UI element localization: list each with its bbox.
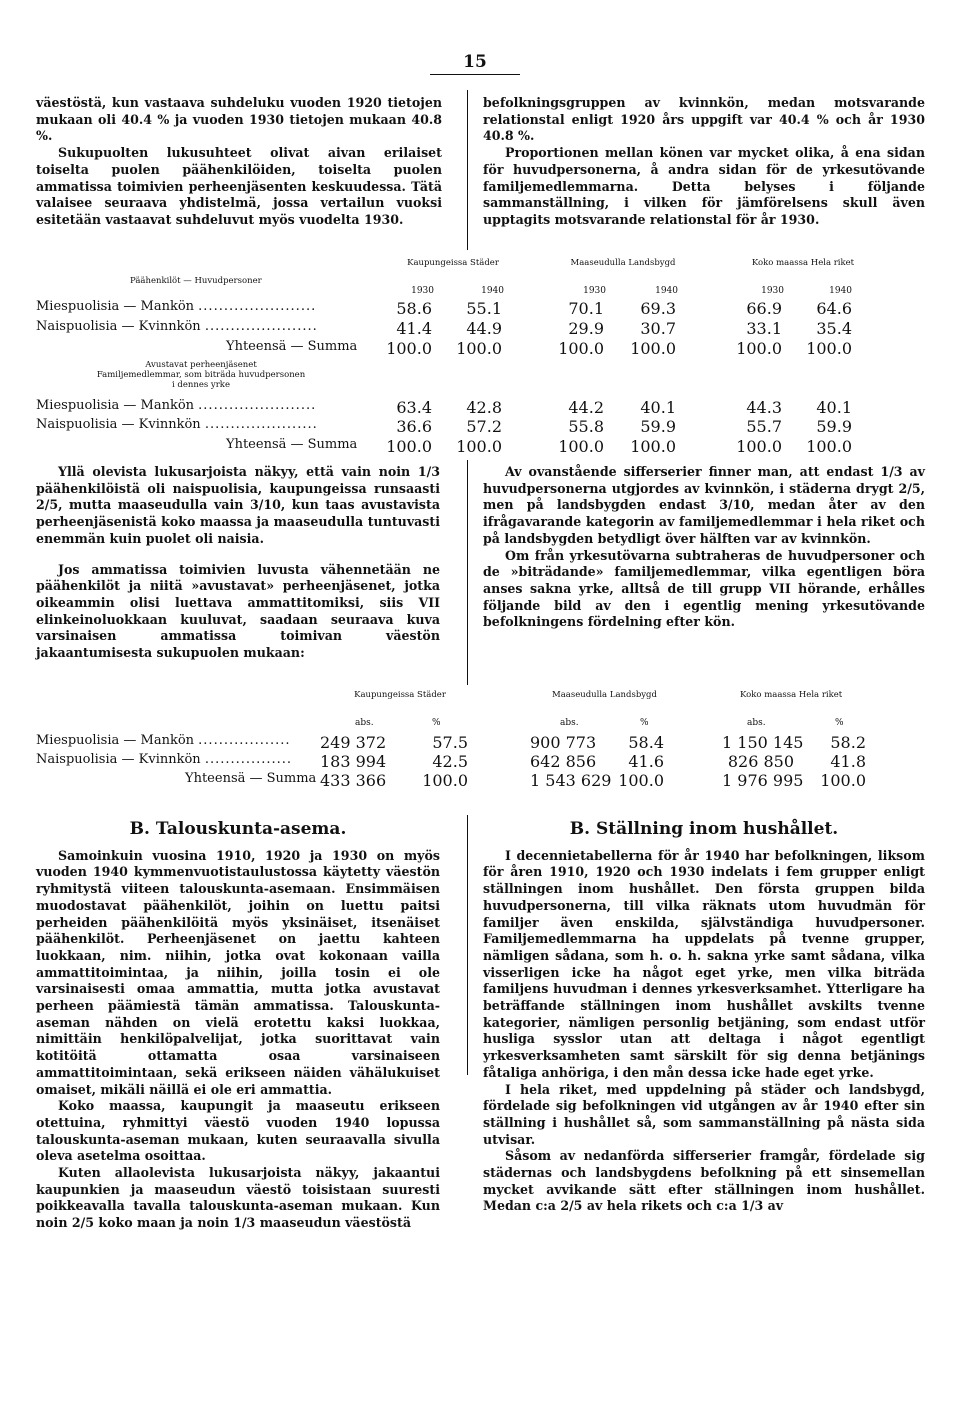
subheader: % xyxy=(835,718,844,728)
row-label: Naispuolisia — Kvinnkön ...................... xyxy=(36,417,318,432)
row-label-total: Yhteensä — Summa xyxy=(185,771,317,786)
table-cell: 642 856 xyxy=(530,752,597,771)
row-label: Miespuolisia — Mankön ....................... xyxy=(36,398,317,413)
table-cell: 249 372 xyxy=(320,733,387,752)
paragraph: I decennietabellerna för år 1940 har befolkningen, liksom för åren 1910, 1920 och 1930 indelats i fem grupper enligt ställningen inom hushållet. Den första gruppen bilda huvudpersonerna, till vilka räknats utom huvudmän för familjer även enskilda, självständiga huvudpersoner. Familjemedlemmarna ha uppdelats på tvenne grupper, nämligen sådana, som h. o. h. sakna yrke samt sådana, vilka visserligen icke ha något eget yrke, men vilka biträda familjens huvudman i dennes yrkesverksamhet. Ytterligare ha beträffande ställningen inom hushållet avskilts tvenne kategorier, nämligen personlig betjäning, som endast utför husliga sysslor utan att deltaga i något egentligt yrkesverksamheten samt särskilt för sig denna betjänings fåtaliga anhöriga, i den mån dessa icke hade eget yrke. xyxy=(483,847,925,1080)
paragraph: Kuten allaolevista lukusarjoista näkyy, jakaantui kaupunkien ja maaseudun väestö toisistaan suuresti poikkeavalla tavalla talouskunta-aseman mukaan. Kun noin 2/5 koko maan ja noin 1/3 maaseudun väestöstä xyxy=(36,1165,440,1231)
section-title: Familjemedlemmar, som biträda huvudpersonen xyxy=(96,370,306,380)
table-cell: 69.3 xyxy=(640,299,676,318)
table-cell: 100.0 xyxy=(456,437,502,456)
section-heading: B. Talouskunta-asema. xyxy=(129,819,347,839)
table-cell: 59.9 xyxy=(640,417,676,436)
top-swedish-column xyxy=(483,95,925,229)
middle-swedish-column xyxy=(483,464,925,631)
year-header: 1930 xyxy=(411,286,434,296)
table-cell: 100.0 xyxy=(422,771,468,790)
page-number: 15 xyxy=(430,52,520,75)
table-cell: 100.0 xyxy=(386,339,432,358)
table-cell: 30.7 xyxy=(640,319,676,338)
paragraph: Jos ammatissa toimivien luvusta vähennetään ne päähenkilöt ja niitä »avustavat» perheenjäsenet, jotka oikeammin olisi luettava ammattitomiksi, siis VII elinkeinoluokkaan kuuluvat, saadaan seuraava kuva varsinaisen ammatissa toimivan väestön jakaantumisesta sukupuolen mukaan: xyxy=(36,561,440,661)
col-header-koko-maassa: Koko maassa Hela riket xyxy=(751,258,855,268)
year-header: 1930 xyxy=(761,286,784,296)
row-label-total: Yhteensä — Summa xyxy=(226,339,358,354)
paragraph: Koko maassa, kaupungit ja maaseutu erikseen otettuina, ryhmittyi väestö vuoden 1940 lopussa talouskunta-aseman mukaan, kuten seuraavalla sivulla oleva asetelma osoittaa. xyxy=(36,1098,440,1164)
table-cell: 40.1 xyxy=(640,398,676,417)
table-cell: 100.0 xyxy=(630,437,676,456)
table-cell: 41.8 xyxy=(830,752,866,771)
subheader: abs. xyxy=(355,718,374,728)
section-title: i dennes yrke xyxy=(172,380,230,390)
table-cell: 100.0 xyxy=(558,339,604,358)
table-cell: 42.8 xyxy=(466,398,502,417)
table-cell: 100.0 xyxy=(618,771,664,790)
column-divider xyxy=(467,90,468,250)
table-cell: 100.0 xyxy=(806,437,852,456)
row-label: Miespuolisia — Mankön .................. xyxy=(36,733,291,748)
table-cell: 70.1 xyxy=(568,299,604,318)
row-label: Naispuolisia — Kvinnkön ................. xyxy=(36,752,293,767)
table-cell: 36.6 xyxy=(396,417,432,436)
year-header: 1940 xyxy=(481,286,504,296)
subheader: % xyxy=(640,718,649,728)
paragraph: Såsom av nedanförda sifferserier framgår, fördelade sig städernas och landsbygdens befolkning på ett sinsemellan mycket avvikande sätt efter ställningen inom hushållet. Medan c:a 2/5 av hela rikets och c:a 1/3 av xyxy=(483,1148,925,1214)
bottom-swedish-column xyxy=(483,821,925,1215)
row-label: Miespuolisia — Mankön ....................... xyxy=(36,299,317,314)
table-cell: 100.0 xyxy=(558,437,604,456)
table-cell: 35.4 xyxy=(816,319,852,338)
table-cell: 63.4 xyxy=(396,398,432,417)
table-cell: 41.6 xyxy=(628,752,664,771)
paragraph: Sukupuolten lukusuhteet olivat aivan erilaiset toiselta puolen päähenkilöiden, toiselta puolen ammatissa toimivien perheenjäsenten keskuudessa. Tätä valaisee seuraava yhdistelmä, jossa vertailun vuoksi esitetään vastaavat suhdeluvut myös vuodelta 1930. xyxy=(36,145,442,227)
paragraph: Yllä olevista lukusarjoista näkyy, että vain noin 1/3 päähenkilöistä oli naispuolisia, kaupungeissa runsaasti 2/5, mutta maaseudulla vain 3/10, kun taas avustavista perheenjäsenistä koko maassa ja maaseudulla tuntuvasti enemmän kuin puolet oli naisia. xyxy=(36,464,440,546)
table-cell: 100.0 xyxy=(736,437,782,456)
column-divider xyxy=(467,460,468,685)
table-cell: 433 366 xyxy=(320,771,387,790)
section-heading: B. Ställning inom hushållet. xyxy=(569,819,839,839)
year-header: 1940 xyxy=(655,286,678,296)
year-header: 1940 xyxy=(829,286,852,296)
table-cell: 55.1 xyxy=(466,299,502,318)
col-header-koko-maassa: Koko maassa Hela riket xyxy=(740,690,843,700)
table-cell: 826 850 xyxy=(727,752,794,771)
subheader: abs. xyxy=(747,718,766,728)
table-cell: 29.9 xyxy=(568,319,604,338)
col-header-maaseudulla: Maaseudulla Landsbygd xyxy=(570,258,676,268)
row-label-total: Yhteensä — Summa xyxy=(226,437,358,452)
table-cell: 900 773 xyxy=(530,733,597,752)
year-header: 1930 xyxy=(583,286,606,296)
section-title: Päähenkilöt — Huvudpersoner xyxy=(130,276,262,286)
table-cell: 64.6 xyxy=(816,299,852,318)
subheader: abs. xyxy=(560,718,579,728)
col-header-maaseudulla: Maaseudulla Landsbygd xyxy=(552,690,657,700)
paragraph: väestöstä, kun vastaava suhdeluku vuoden 1920 tietojen mukaan oli 40.4 % ja vuoden 1930 tietojen mukaan 40.8 %. xyxy=(36,95,442,144)
table-cell: 41.4 xyxy=(396,319,432,338)
column-divider xyxy=(467,815,468,1075)
table-cell: 44.2 xyxy=(568,398,604,417)
table-cell: 58.2 xyxy=(830,733,866,752)
paragraph: Om från yrkesutövarna subtraheras de huvudpersoner och de »biträdande» familjemedlemmar, vilka egentligen böra anses sakna yrke, alltså de till grupp VII hörande, erhålles följande bild av den i egentlig mening yrkesutövande befolkningens fördelning efter kön. xyxy=(483,547,925,630)
table-cell: 100.0 xyxy=(736,339,782,358)
table-cell: 58.4 xyxy=(628,733,664,752)
table-cell: 33.1 xyxy=(746,319,782,338)
col-header-kaupungeissa: Kaupungeissa Städer xyxy=(407,258,499,268)
table-cell: 100.0 xyxy=(806,339,852,358)
paragraph: Av ovanstående sifferserier finner man, att endast 1/3 av huvudpersonerna utgjordes av kvinnkön, i städerna drygt 2/5, men på landsbygden endast 3/10, medan åter av den ifrågavarande kategorin av familjemedlemmar i hela riket och på landsbygden betydligt över hälften var av kvinnkön. xyxy=(483,464,925,546)
section-title: Avustavat perheenjäsenet xyxy=(145,360,257,370)
table-cell: 1 976 995 xyxy=(722,771,804,790)
table-cell: 58.6 xyxy=(396,299,432,318)
paragraph: Proportionen mellan könen var mycket olika, å ena sidan för huvudpersonerna, å andra sidan för de yrkesutövande familjemedlemmarna. Detta belyses i följande sammanställning, i vilken för jämförelsens skull även upptagits motsvarande relationstal för år 1930. xyxy=(483,145,925,227)
table-cell: 40.1 xyxy=(816,398,852,417)
row-label: Naispuolisia — Kvinnkön ...................... xyxy=(36,319,318,334)
table-cell: 66.9 xyxy=(746,299,782,318)
subheader: % xyxy=(432,718,441,728)
table-cell: 100.0 xyxy=(456,339,502,358)
table-cell: 44.9 xyxy=(466,319,502,338)
table-cell: 44.3 xyxy=(746,398,782,417)
paragraph: Samoinkuin vuosina 1910, 1920 ja 1930 on myös vuoden 1940 kymmenvuotistaulustossa käytetty väestön ryhmitystä viiteen talouskunta-asemaan. Ensimmäisen muodostavat päähenkilöt, joihin on luettu paitsi perheiden päähenkilöitä myös yksinäiset, itsenäiset päähenkilöt. Perheenjäsenet on jaettu kahteen luokkaan, nim. niihin, jotka ovat kokonaan vailla ammattitoimintaa, ja niihin, joilla tosin ei ole varsinaisesti omaa ammattia, mutta jotka avustavat perheen päämiestä tämän ammatissa. Talouskunta-aseman nähden on vielä erotettu kaksi luokkaa, nimittäin henkilöpalvelijat, jotka suorittavat vain kotitöitä ottamatta osaa varsinaiseen ammattitoimintaan, sekä erikseen näiden vähälukuiset omaiset, mikäli näillä ei ole eri ammattia. xyxy=(36,847,440,1097)
paragraph: befolkningsgruppen av kvinnkön, medan motsvarande relationstal enligt 1920 års uppgift var 40.4 % och år 1930 40.8 %. xyxy=(483,95,925,144)
table-cell: 42.5 xyxy=(432,752,468,771)
table-cell: 100.0 xyxy=(820,771,866,790)
middle-finnish-column xyxy=(36,464,440,662)
table-cell: 1 543 629 xyxy=(530,771,612,790)
paragraph: I hela riket, med uppdelning på städer och landsbygd, fördelade sig befolkningen vid utgången av år 1940 efter sin ställning i hushållet så, som sammanställning på nästa sida utvisar. xyxy=(483,1081,925,1147)
table-cell: 59.9 xyxy=(816,417,852,436)
table-cell: 57.2 xyxy=(466,417,502,436)
table-cell: 57.5 xyxy=(432,733,468,752)
table-cell: 1 150 145 xyxy=(722,733,804,752)
table-cell: 100.0 xyxy=(386,437,432,456)
col-header-kaupungeissa: Kaupungeissa Städer xyxy=(354,690,446,700)
table-cell: 55.8 xyxy=(568,417,604,436)
bottom-finnish-column xyxy=(36,821,440,1232)
table-cell: 183 994 xyxy=(320,752,387,771)
table-cell: 100.0 xyxy=(630,339,676,358)
top-finnish-column xyxy=(36,95,442,229)
table-cell: 55.7 xyxy=(746,417,782,436)
